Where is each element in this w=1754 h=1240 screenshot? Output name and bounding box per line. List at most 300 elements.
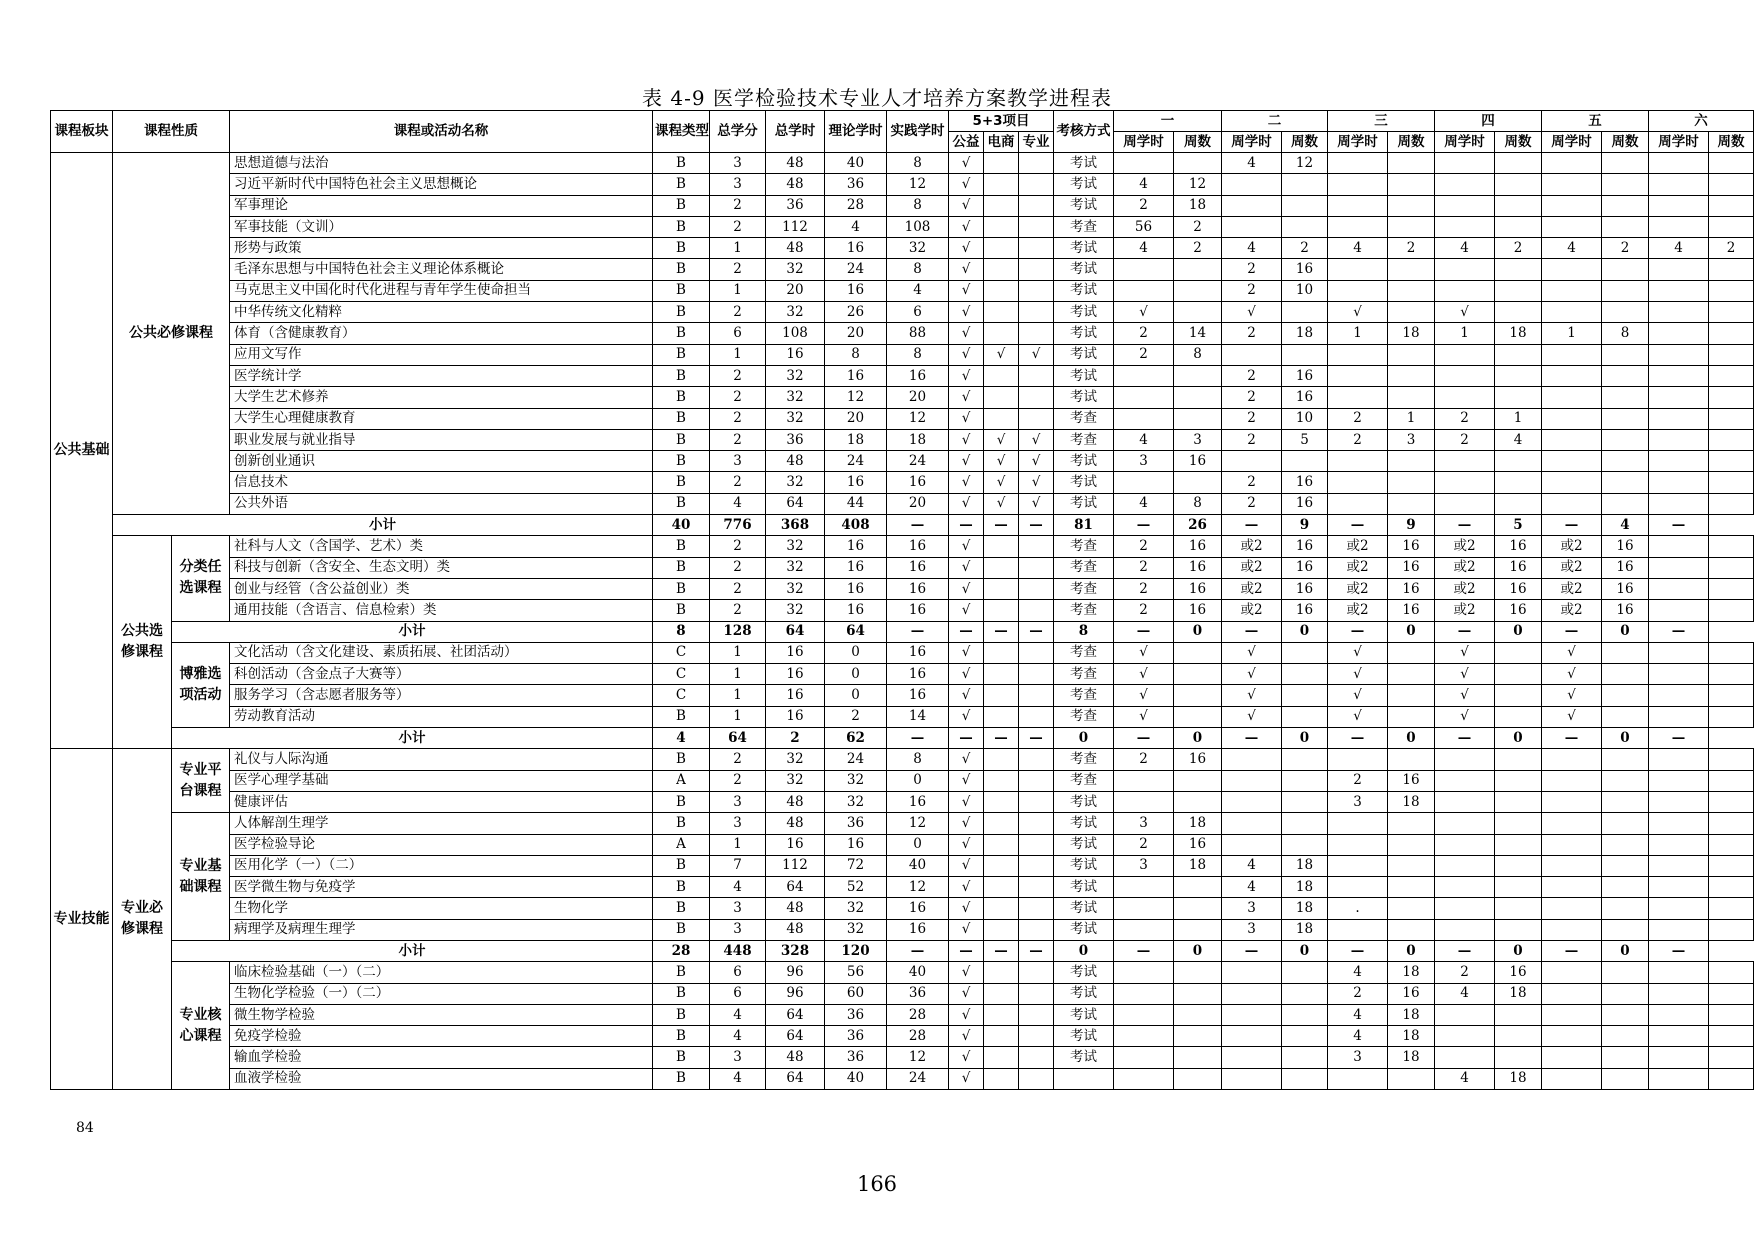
- cell-value: 2: [1114, 536, 1174, 557]
- cell-value: 2: [1435, 429, 1495, 450]
- subtotal-row: [51, 728, 1754, 749]
- cell-value: [1542, 280, 1602, 301]
- cell-value: [1649, 685, 1709, 706]
- cell-value: 408: [825, 515, 887, 536]
- cell-value: 4: [1114, 493, 1174, 514]
- cell-value: [1174, 259, 1222, 280]
- cell-value: √: [1328, 664, 1388, 685]
- cell-value: 2: [1282, 238, 1328, 259]
- cell-value: 4: [1435, 238, 1495, 259]
- cell-value: [1542, 365, 1602, 386]
- cell-value: 81: [1054, 515, 1114, 536]
- cell-value: √: [949, 813, 984, 834]
- cell-value: [1542, 1047, 1602, 1068]
- cell-value: [1602, 770, 1649, 791]
- header-week-hours: 周学时: [1435, 132, 1495, 153]
- course-row: [51, 557, 1754, 578]
- cell-value: 32: [766, 557, 825, 578]
- cell-value: 16: [1282, 600, 1328, 621]
- cell-value: [1542, 855, 1602, 876]
- header-weeks: 周数: [1495, 132, 1542, 153]
- cell-value: √: [1435, 664, 1495, 685]
- cell-value: [1495, 493, 1542, 514]
- cell-value: [1709, 493, 1754, 514]
- cell-value: [1388, 834, 1435, 855]
- cell-value: 4: [1222, 877, 1282, 898]
- cell-value: [1435, 451, 1495, 472]
- cell-value: 2: [1328, 770, 1388, 791]
- cell-value: 0: [1282, 940, 1328, 961]
- cell-value: 考试: [1054, 259, 1114, 280]
- cell-value: [1542, 387, 1602, 408]
- cell-value: [1602, 195, 1649, 216]
- cell-value: [1709, 834, 1754, 855]
- cell-value: [1709, 600, 1754, 621]
- cell-value: 18: [1495, 1068, 1542, 1089]
- cell-value: [1222, 195, 1282, 216]
- course-row: [51, 919, 1754, 940]
- cell-value: [1019, 706, 1054, 727]
- header-project-group: 5+3项目: [949, 111, 1054, 132]
- cell-value: [1542, 834, 1602, 855]
- cell-value: [1019, 642, 1054, 663]
- cell-value: —: [887, 728, 949, 749]
- cell-value: [1495, 174, 1542, 195]
- cell-value: √: [1328, 642, 1388, 663]
- course-row: [51, 472, 1754, 493]
- cell-value: —: [1222, 728, 1282, 749]
- cell-value: 2: [1114, 557, 1174, 578]
- cell-value: 1: [710, 238, 766, 259]
- course-name: 信息技术: [230, 472, 653, 493]
- cell-value: 28: [887, 1026, 949, 1047]
- cell-value: 2: [1388, 238, 1435, 259]
- cell-value: √: [984, 493, 1019, 514]
- cell-value: 0: [1054, 728, 1114, 749]
- cell-value: √: [984, 429, 1019, 450]
- cell-value: 考查: [1054, 216, 1114, 237]
- cell-value: [1114, 983, 1174, 1004]
- cell-value: 64: [766, 1026, 825, 1047]
- header-term-6: 六: [1649, 111, 1754, 132]
- cell-value: [1174, 302, 1222, 323]
- cell-value: —: [1542, 728, 1602, 749]
- cell-value: 0: [1282, 621, 1328, 642]
- cell-value: [1495, 1026, 1542, 1047]
- cell-value: [1114, 1047, 1174, 1068]
- cell-value: [1649, 302, 1709, 323]
- cell-value: 3: [710, 153, 766, 174]
- course-type: B: [653, 153, 710, 174]
- cell-value: [1649, 153, 1709, 174]
- cell-value: [1602, 749, 1649, 770]
- cell-value: [1222, 216, 1282, 237]
- cell-value: √: [1542, 664, 1602, 685]
- cell-value: 48: [766, 153, 825, 174]
- course-row: [51, 813, 1754, 834]
- cell-value: 32: [766, 408, 825, 429]
- course-name: 医学微生物与免疫学: [230, 877, 653, 898]
- cell-value: 2: [1222, 472, 1282, 493]
- cell-value: 2: [1328, 408, 1388, 429]
- cell-value: [1542, 791, 1602, 812]
- cell-value: [1114, 387, 1174, 408]
- cell-value: 1: [710, 685, 766, 706]
- cell-value: √: [949, 898, 984, 919]
- course-type: B: [653, 983, 710, 1004]
- cell-value: [1282, 1026, 1328, 1047]
- cell-value: 16: [825, 536, 887, 557]
- cell-value: [1114, 280, 1174, 301]
- cell-value: [1709, 472, 1754, 493]
- cell-value: 考查: [1054, 536, 1114, 557]
- header-term-4: 四: [1435, 111, 1542, 132]
- cell-value: [1649, 408, 1709, 429]
- course-row: [51, 238, 1754, 259]
- cell-value: 36: [766, 195, 825, 216]
- cell-value: 16: [1282, 493, 1328, 514]
- cell-value: [1019, 600, 1054, 621]
- cell-value: 48: [766, 238, 825, 259]
- cell-value: √: [949, 1068, 984, 1089]
- cell-value: [1542, 451, 1602, 472]
- course-row: [51, 1047, 1754, 1068]
- cell-value: 8: [887, 153, 949, 174]
- cell-value: —: [949, 515, 984, 536]
- cell-value: 18: [1282, 323, 1328, 344]
- cell-value: [1328, 216, 1388, 237]
- cell-value: [1602, 408, 1649, 429]
- cell-value: [1495, 451, 1542, 472]
- cell-value: [1328, 749, 1388, 770]
- cell-value: [1649, 578, 1709, 599]
- cell-value: [1222, 174, 1282, 195]
- cell-value: 32: [766, 578, 825, 599]
- header-block: 课程板块: [51, 111, 113, 153]
- cell-value: 3: [1328, 1047, 1388, 1068]
- cell-value: 56: [1114, 216, 1174, 237]
- cell-value: [1328, 344, 1388, 365]
- cell-value: 2: [1328, 429, 1388, 450]
- cell-value: √: [949, 472, 984, 493]
- course-row: [51, 259, 1754, 280]
- cell-value: 或2: [1328, 578, 1388, 599]
- cell-value: 32: [766, 387, 825, 408]
- cell-value: 18: [1388, 1004, 1435, 1025]
- cell-value: 12: [1174, 174, 1222, 195]
- cell-value: [984, 813, 1019, 834]
- cell-value: 52: [825, 877, 887, 898]
- course-type: B: [653, 259, 710, 280]
- cell-value: 1: [710, 344, 766, 365]
- cell-value: √: [984, 451, 1019, 472]
- cell-value: [1282, 1047, 1328, 1068]
- course-type: B: [653, 1026, 710, 1047]
- cell-value: 2: [1114, 344, 1174, 365]
- course-name: 职业发展与就业指导: [230, 429, 653, 450]
- cell-value: [1649, 919, 1709, 940]
- cell-value: [984, 642, 1019, 663]
- cell-value: [1435, 1004, 1495, 1025]
- cell-value: [1542, 813, 1602, 834]
- cell-value: 1: [710, 280, 766, 301]
- cell-value: [1709, 344, 1754, 365]
- course-type: B: [653, 387, 710, 408]
- cell-value: 14: [887, 706, 949, 727]
- cell-value: [1495, 770, 1542, 791]
- cell-value: 考试: [1054, 153, 1114, 174]
- course-row: [51, 323, 1754, 344]
- cell-value: [1495, 1004, 1542, 1025]
- cell-value: [1709, 578, 1754, 599]
- cell-value: 64: [825, 621, 887, 642]
- cell-value: [1222, 962, 1282, 983]
- cell-value: 16: [825, 578, 887, 599]
- cell-value: 32: [825, 770, 887, 791]
- cell-value: √: [949, 983, 984, 1004]
- cell-value: [1495, 834, 1542, 855]
- cell-value: 0: [1495, 621, 1542, 642]
- cell-value: 或2: [1222, 578, 1282, 599]
- cell-value: 18: [1174, 813, 1222, 834]
- cell-value: [1019, 1004, 1054, 1025]
- cell-value: [984, 408, 1019, 429]
- cell-value: [1649, 813, 1709, 834]
- cell-value: [984, 855, 1019, 876]
- cell-value: [984, 302, 1019, 323]
- cell-value: [1282, 791, 1328, 812]
- cell-value: √: [949, 216, 984, 237]
- cell-value: [1222, 813, 1282, 834]
- header-project-major: 专业: [1019, 132, 1054, 153]
- cell-value: 18: [887, 429, 949, 450]
- cell-value: √: [1019, 344, 1054, 365]
- cell-value: —: [1435, 621, 1495, 642]
- course-type: B: [653, 1004, 710, 1025]
- cell-value: 16: [887, 365, 949, 386]
- cell-value: 16: [887, 791, 949, 812]
- course-name: 健康评估: [230, 791, 653, 812]
- cell-value: —: [1328, 728, 1388, 749]
- cell-value: [1388, 280, 1435, 301]
- cell-value: —: [887, 940, 949, 961]
- cell-value: [1174, 706, 1222, 727]
- cell-value: 16: [1174, 557, 1222, 578]
- course-type: A: [653, 834, 710, 855]
- cell-value: √: [949, 153, 984, 174]
- cell-value: [1649, 259, 1709, 280]
- cell-value: [1114, 962, 1174, 983]
- cell-value: 18: [1388, 962, 1435, 983]
- cell-value: [1542, 493, 1602, 514]
- cell-value: 32: [766, 302, 825, 323]
- cell-value: [1435, 259, 1495, 280]
- course-type: B: [653, 578, 710, 599]
- cell-value: [1495, 855, 1542, 876]
- cell-value: 6: [710, 983, 766, 1004]
- cell-value: [1174, 365, 1222, 386]
- cell-value: √: [1435, 685, 1495, 706]
- cell-value: [1019, 578, 1054, 599]
- course-row: [51, 153, 1754, 174]
- cell-value: [1542, 962, 1602, 983]
- cell-value: [1649, 280, 1709, 301]
- cell-value: 考查: [1054, 408, 1114, 429]
- cell-value: 64: [766, 877, 825, 898]
- cell-value: 18: [1282, 877, 1328, 898]
- cell-value: [1435, 365, 1495, 386]
- cell-value: 16: [1602, 536, 1649, 557]
- cell-value: [1709, 387, 1754, 408]
- cell-value: √: [949, 429, 984, 450]
- course-name: 形势与政策: [230, 238, 653, 259]
- cell-value: 2: [710, 216, 766, 237]
- header-weeks: 周数: [1282, 132, 1328, 153]
- cell-value: 6: [710, 323, 766, 344]
- cell-value: 776: [710, 515, 766, 536]
- cell-value: 4: [1602, 515, 1649, 536]
- cell-value: —: [1019, 940, 1054, 961]
- cell-value: [1649, 216, 1709, 237]
- cell-value: 或2: [1328, 536, 1388, 557]
- cell-value: 20: [887, 493, 949, 514]
- cell-value: 3: [1174, 429, 1222, 450]
- cell-value: [1602, 259, 1649, 280]
- cell-value: 4: [1328, 1004, 1388, 1025]
- cell-value: 32: [766, 749, 825, 770]
- cell-value: 0: [1054, 940, 1114, 961]
- cell-value: 4: [710, 493, 766, 514]
- cell-value: 4: [1114, 238, 1174, 259]
- course-name: 临床检验基础（一）（二）: [230, 962, 653, 983]
- course-type: B: [653, 898, 710, 919]
- cell-value: [1602, 813, 1649, 834]
- cell-value: [1602, 791, 1649, 812]
- section-boya-activities: 博雅选项活动: [172, 642, 230, 727]
- cell-value: √: [949, 195, 984, 216]
- course-type: B: [653, 323, 710, 344]
- cell-value: 考试: [1054, 1047, 1114, 1068]
- cell-value: [1388, 365, 1435, 386]
- cell-value: √: [949, 791, 984, 812]
- cell-value: —: [1019, 515, 1054, 536]
- section-core-courses: 专业核心课程: [172, 962, 230, 1090]
- cell-value: 2: [710, 749, 766, 770]
- cell-value: 0: [1282, 728, 1328, 749]
- cell-value: √: [1222, 664, 1282, 685]
- cell-value: 120: [825, 940, 887, 961]
- cell-value: [1388, 195, 1435, 216]
- course-type: B: [653, 493, 710, 514]
- cell-value: [1649, 451, 1709, 472]
- cell-value: 2: [1222, 280, 1282, 301]
- cell-value: √: [1114, 706, 1174, 727]
- cell-value: 112: [766, 855, 825, 876]
- cell-value: 16: [887, 472, 949, 493]
- cell-value: [1495, 280, 1542, 301]
- cell-value: 1: [1542, 323, 1602, 344]
- cell-value: [1282, 813, 1328, 834]
- cell-value: 考试: [1054, 195, 1114, 216]
- cell-value: 36: [825, 813, 887, 834]
- course-type: B: [653, 302, 710, 323]
- cell-value: 16: [1282, 259, 1328, 280]
- cell-value: [1435, 216, 1495, 237]
- cell-value: [1495, 877, 1542, 898]
- cell-value: [1602, 664, 1649, 685]
- cell-value: 4: [1328, 962, 1388, 983]
- cell-value: [1602, 216, 1649, 237]
- cell-value: 16: [1388, 536, 1435, 557]
- cell-value: [1019, 536, 1054, 557]
- cell-value: 8: [825, 344, 887, 365]
- cell-value: [1388, 685, 1435, 706]
- cell-value: 5: [1282, 429, 1328, 450]
- cell-value: [1328, 451, 1388, 472]
- cell-value: 108: [887, 216, 949, 237]
- cell-value: 2: [1222, 365, 1282, 386]
- header-weeks: 周数: [1602, 132, 1649, 153]
- cell-value: √: [1019, 429, 1054, 450]
- cell-value: 108: [766, 323, 825, 344]
- cell-value: 10: [1282, 280, 1328, 301]
- cell-value: 2: [710, 557, 766, 578]
- cell-value: [1649, 983, 1709, 1004]
- cell-value: [1174, 664, 1222, 685]
- cell-value: 考查: [1054, 642, 1114, 663]
- cell-value: [984, 1068, 1019, 1089]
- cell-value: —: [984, 940, 1019, 961]
- cell-value: [1495, 302, 1542, 323]
- cell-value: [1388, 451, 1435, 472]
- cell-value: √: [949, 280, 984, 301]
- cell-value: [1174, 770, 1222, 791]
- cell-value: 3: [1114, 813, 1174, 834]
- cell-value: 48: [766, 791, 825, 812]
- cell-value: [1328, 834, 1388, 855]
- cell-value: 0: [1388, 621, 1435, 642]
- cell-value: [1649, 877, 1709, 898]
- course-type: C: [653, 642, 710, 663]
- cell-value: [1495, 685, 1542, 706]
- cell-value: [1019, 153, 1054, 174]
- cell-value: [1174, 1068, 1222, 1089]
- cell-value: 32: [825, 898, 887, 919]
- course-name: 输血学检验: [230, 1047, 653, 1068]
- cell-value: 1: [1495, 408, 1542, 429]
- cell-value: 考查: [1054, 600, 1114, 621]
- cell-value: 16: [1282, 472, 1328, 493]
- cell-value: [1495, 216, 1542, 237]
- cell-value: 16: [825, 238, 887, 259]
- cell-value: 或2: [1222, 600, 1282, 621]
- cell-value: —: [1649, 515, 1709, 536]
- header-name: 课程或活动名称: [230, 111, 653, 153]
- cell-value: [1709, 791, 1754, 812]
- cell-value: [1174, 685, 1222, 706]
- cell-value: 48: [766, 1047, 825, 1068]
- cell-value: [1388, 1068, 1435, 1089]
- cell-value: 8: [1174, 344, 1222, 365]
- cell-value: [1282, 216, 1328, 237]
- cell-value: 18: [1495, 983, 1542, 1004]
- cell-value: [984, 557, 1019, 578]
- cell-value: [1649, 600, 1709, 621]
- cell-value: 18: [1388, 1047, 1435, 1068]
- cell-value: [1542, 1004, 1602, 1025]
- cell-value: 26: [1174, 515, 1222, 536]
- cell-value: √: [949, 238, 984, 259]
